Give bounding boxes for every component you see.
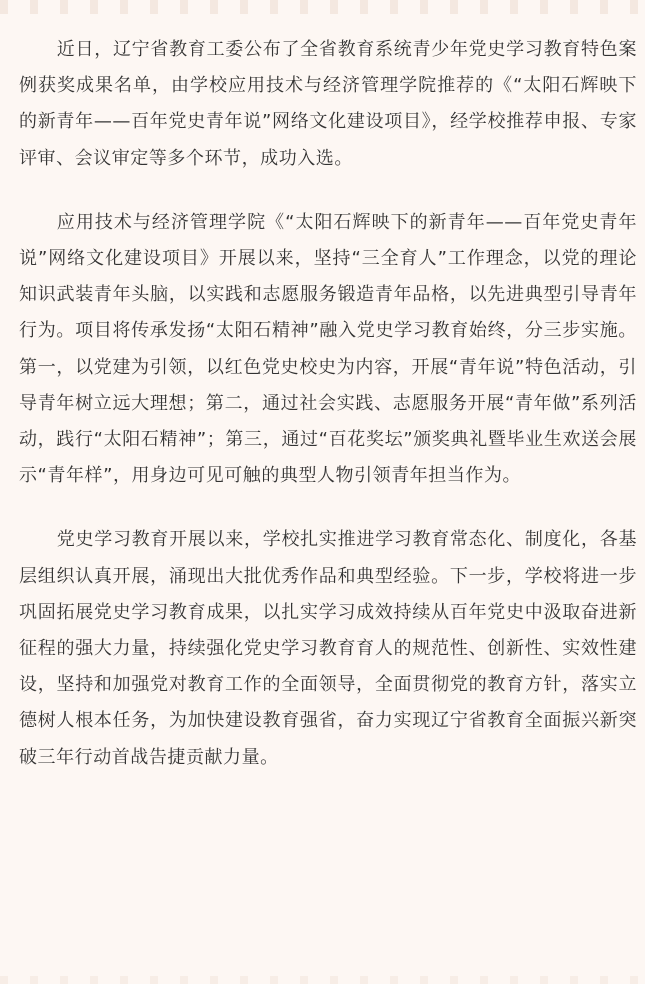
paragraph-next-steps: 党史学习教育开展以来，学校扎实推进学习教育常态化、制度化，各基层组织认真开展，涌现出大批优秀作品和典型经验。下一步，学校将进一步巩固拓展党史学习教育成果，以扎实学习成效持续从百年党史中汲取奋进新征程的强大力量，持续强化党史学习教育育人的规范性、创新性、实效性建设，坚持和加强党对教育工作的全面领导，全面贯彻党的教育方针，落实立德树人根本任务，为加快建设教育强省，奋力实现辽宁省教育全面振兴新突破三年行动首战告捷贡献力量。 [19, 529, 637, 768]
paragraph-award-announcement: 近日，辽宁省教育工委公布了全省教育系统青少年党史学习教育特色案例获奖成果名单，由学校应用技术与经济管理学院推荐的《“太阳石辉映下的新青年——百年党史青年说”网络文化建设项目》，经学校推荐申报、专家评审、会议审定等多个环节，成功入选。 [19, 39, 637, 169]
article-body [19, 32, 637, 776]
paragraph-project-description: 应用技术与经济管理学院《“太阳石辉映下的新青年——百年党史青年说”网络文化建设项目》开展以来，坚持“三全育人”工作理念，以党的理论知识武装青年头脑，以实践和志愿服务锻造青年品格，以先进典型引导青年行为。项目将传承发扬“太阳石精神”融入党史学习教育始终，分三步实施。第一，以党建为引领，以红色党史校史为内容，开展“青年说”特色活动，引导青年树立远大理想；第二，通过社会实践、志愿服务开展“青年做”系列活动，践行“太阳石精神”；第三，通过“百花奖坛”颁奖典礼暨毕业生欢送会展示“青年样”，用身边可见可触的典型人物引领青年担当作为。 [19, 211, 637, 487]
top-decoration-strip [0, 0, 645, 14]
bottom-decoration-strip [0, 976, 645, 984]
